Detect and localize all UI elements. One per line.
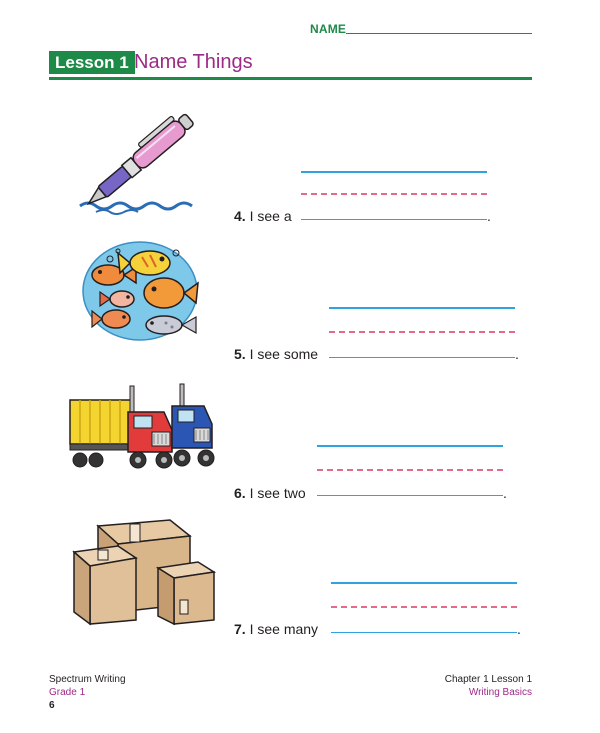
prompt-4: [234, 207, 292, 225]
page-number: 6: [49, 700, 55, 711]
lesson-title: Name Things: [134, 51, 253, 73]
answer-line-6[interactable]: [317, 495, 503, 496]
period-7: .: [517, 621, 521, 637]
footer-topic: Writing Basics: [468, 687, 532, 698]
item-number: 4.: [234, 208, 246, 224]
trace-line-top-4: [301, 171, 487, 173]
item-number: 7.: [234, 621, 246, 637]
prompt-text: I see two: [249, 485, 306, 501]
prompt-7: [234, 620, 318, 638]
lesson-badge: Lesson 1: [49, 51, 135, 74]
period-5: .: [515, 346, 519, 362]
trace-line-top-5: [329, 307, 515, 309]
name-label: NAME: [310, 22, 347, 36]
footer-chapter: Chapter 1 Lesson 1: [444, 674, 532, 685]
name-line[interactable]: [346, 33, 532, 34]
period-6: .: [503, 485, 507, 501]
header-rule: [49, 77, 532, 80]
footer-book: Spectrum Writing: [49, 674, 126, 685]
pen-icon: [68, 98, 218, 218]
fish-icon: [80, 237, 202, 343]
trace-line-mid-6: [317, 469, 503, 471]
trace-line-top-6: [317, 445, 503, 447]
answer-line-4[interactable]: [301, 219, 487, 220]
answer-line-7[interactable]: [331, 632, 517, 633]
period-4: .: [487, 208, 491, 224]
boxes-icon: [70, 516, 218, 626]
trace-line-top-7: [331, 582, 517, 584]
prompt-text: I see some: [249, 346, 319, 362]
prompt-text: I see many: [249, 621, 319, 637]
prompt-5: [234, 345, 318, 363]
answer-line-5[interactable]: [329, 357, 515, 358]
prompt-6: [234, 484, 306, 502]
item-number: 6.: [234, 485, 246, 501]
trace-line-mid-5: [329, 331, 515, 333]
name-field[interactable]: [310, 20, 532, 38]
trace-line-mid-4: [301, 193, 487, 195]
trucks-icon: [68, 380, 218, 476]
prompt-text: I see a: [249, 208, 292, 224]
item-number: 5.: [234, 346, 246, 362]
footer-grade: Grade 1: [49, 687, 86, 698]
trace-line-mid-7: [331, 606, 517, 608]
